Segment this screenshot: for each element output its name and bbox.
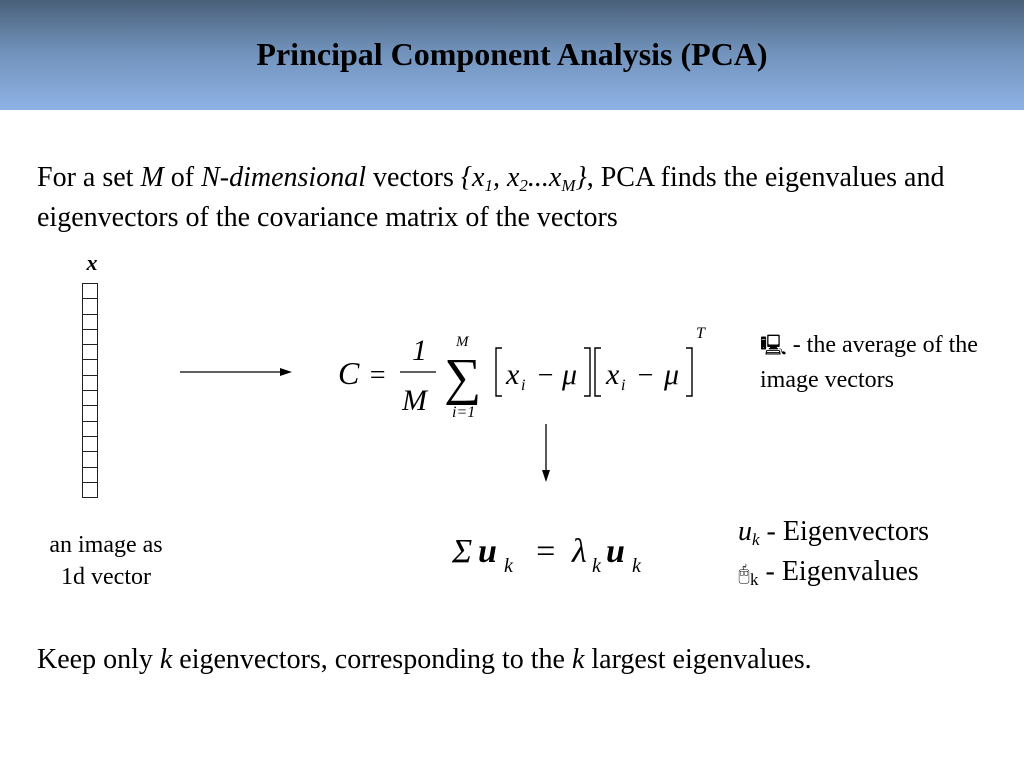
legend-u-symbol: u (738, 516, 752, 547)
formula-c: C (338, 355, 360, 391)
covariance-formula (330, 318, 730, 428)
down-arrow-icon (536, 420, 556, 486)
vector-cell (83, 345, 97, 360)
vector-cell (83, 299, 97, 314)
eigen-k-left: k (504, 555, 513, 577)
lambda-symbol-icon: 🖰 (738, 563, 750, 585)
sum-symbol: ∑ (444, 349, 482, 406)
eigen-k-right: k (632, 555, 641, 577)
subscript-m: M (561, 176, 576, 195)
set-open: {x (460, 162, 485, 193)
vector-caption (30, 529, 182, 593)
eigen-legend (738, 512, 1008, 594)
eigen-u-right: u (606, 533, 625, 570)
vector-cell (83, 483, 97, 498)
vector-caption-line-1: an image as (49, 532, 163, 558)
summary-text-1: Keep only (37, 644, 160, 675)
intro-paragraph (37, 158, 997, 238)
formula-minus-2: − (636, 360, 655, 391)
right-bracket-2 (686, 348, 692, 396)
legend-lambda-text: - Eigenvalues (758, 556, 919, 587)
vector-set-notation (461, 162, 587, 193)
eigen-u-left: u (478, 533, 497, 570)
legend-u-sub: k (752, 530, 760, 549)
vector-cell (83, 330, 97, 345)
formula-mu-1: μ (562, 358, 578, 391)
vector-caption-line-2: 1d vector (61, 564, 151, 590)
eigen-sigma: Σ (452, 533, 473, 570)
vector-cell (83, 284, 97, 299)
intro-text-2: of (163, 162, 202, 193)
vector-cell (83, 315, 97, 330)
vector-cell (83, 422, 97, 437)
intro-text-3: vectors (365, 162, 461, 193)
set-close: } (575, 162, 587, 193)
vector-cell (83, 376, 97, 391)
formula-mu-2: μ (664, 358, 680, 391)
formula-x-sub-1: i (521, 377, 526, 394)
subscript-2: 2 (519, 176, 528, 195)
legend-eigenvectors (738, 512, 1008, 552)
sum-lower-limit: i=1 (452, 404, 476, 421)
vector-cell (83, 437, 97, 452)
right-bracket-1 (584, 348, 590, 396)
formula-transpose: T (696, 325, 705, 342)
set-ellipsis: ...x (527, 162, 562, 193)
formula-x-1: x (506, 358, 520, 391)
formula-numerator: 1 (412, 334, 427, 367)
formula-denominator: M (402, 384, 427, 417)
intro-text-1: For a set (37, 162, 141, 193)
legend-u-text: - Eigenvectors (759, 516, 930, 547)
right-arrow-icon (176, 362, 296, 382)
sum-upper-limit: M (456, 334, 469, 350)
summary-text-2: eigenvectors, corresponding to the (172, 644, 572, 675)
eigen-lambda: λ (572, 533, 587, 570)
vector-cell (83, 452, 97, 467)
formula-equals: = (368, 360, 387, 391)
vector-cell (83, 360, 97, 375)
left-bracket-2 (595, 348, 601, 396)
vector-cell (83, 468, 97, 483)
eigen-k-lambda: k (592, 555, 601, 577)
page-title: Principal Component Analysis (PCA) (256, 36, 768, 72)
intro-text-4: , PCA finds the eigenvalues and eigenvectors of the covariance matrix of the vectors (37, 162, 945, 233)
vector-label: x (86, 250, 98, 275)
summary-text-3: largest eigenvalues. (584, 644, 812, 675)
formula-minus-1: − (536, 360, 555, 391)
legend-lambda-sub: k (750, 570, 759, 589)
formula-x-2: x (606, 358, 620, 391)
set-separator: , x (492, 162, 520, 193)
mean-note (760, 328, 1000, 397)
eigen-equation (448, 526, 668, 586)
subscript-1: 1 (484, 176, 493, 195)
formula-x-sub-2: i (621, 377, 626, 394)
mu-symbol-icon: 🖳 (760, 335, 787, 357)
vector-cell (83, 406, 97, 421)
summary-note (37, 640, 1017, 680)
legend-eigenvalues (738, 552, 1008, 594)
vector-cell (83, 391, 97, 406)
mean-note-text: - the average of the image vectors (760, 332, 978, 393)
eigen-equals: = (534, 533, 557, 570)
summary-k-1: k (159, 644, 173, 675)
summary-k-2: k (571, 644, 585, 675)
intro-dimension-term: N-dimensional (201, 162, 366, 193)
intro-set-symbol: M (140, 162, 164, 193)
left-bracket-1 (496, 348, 502, 396)
image-vector-column (82, 283, 98, 498)
